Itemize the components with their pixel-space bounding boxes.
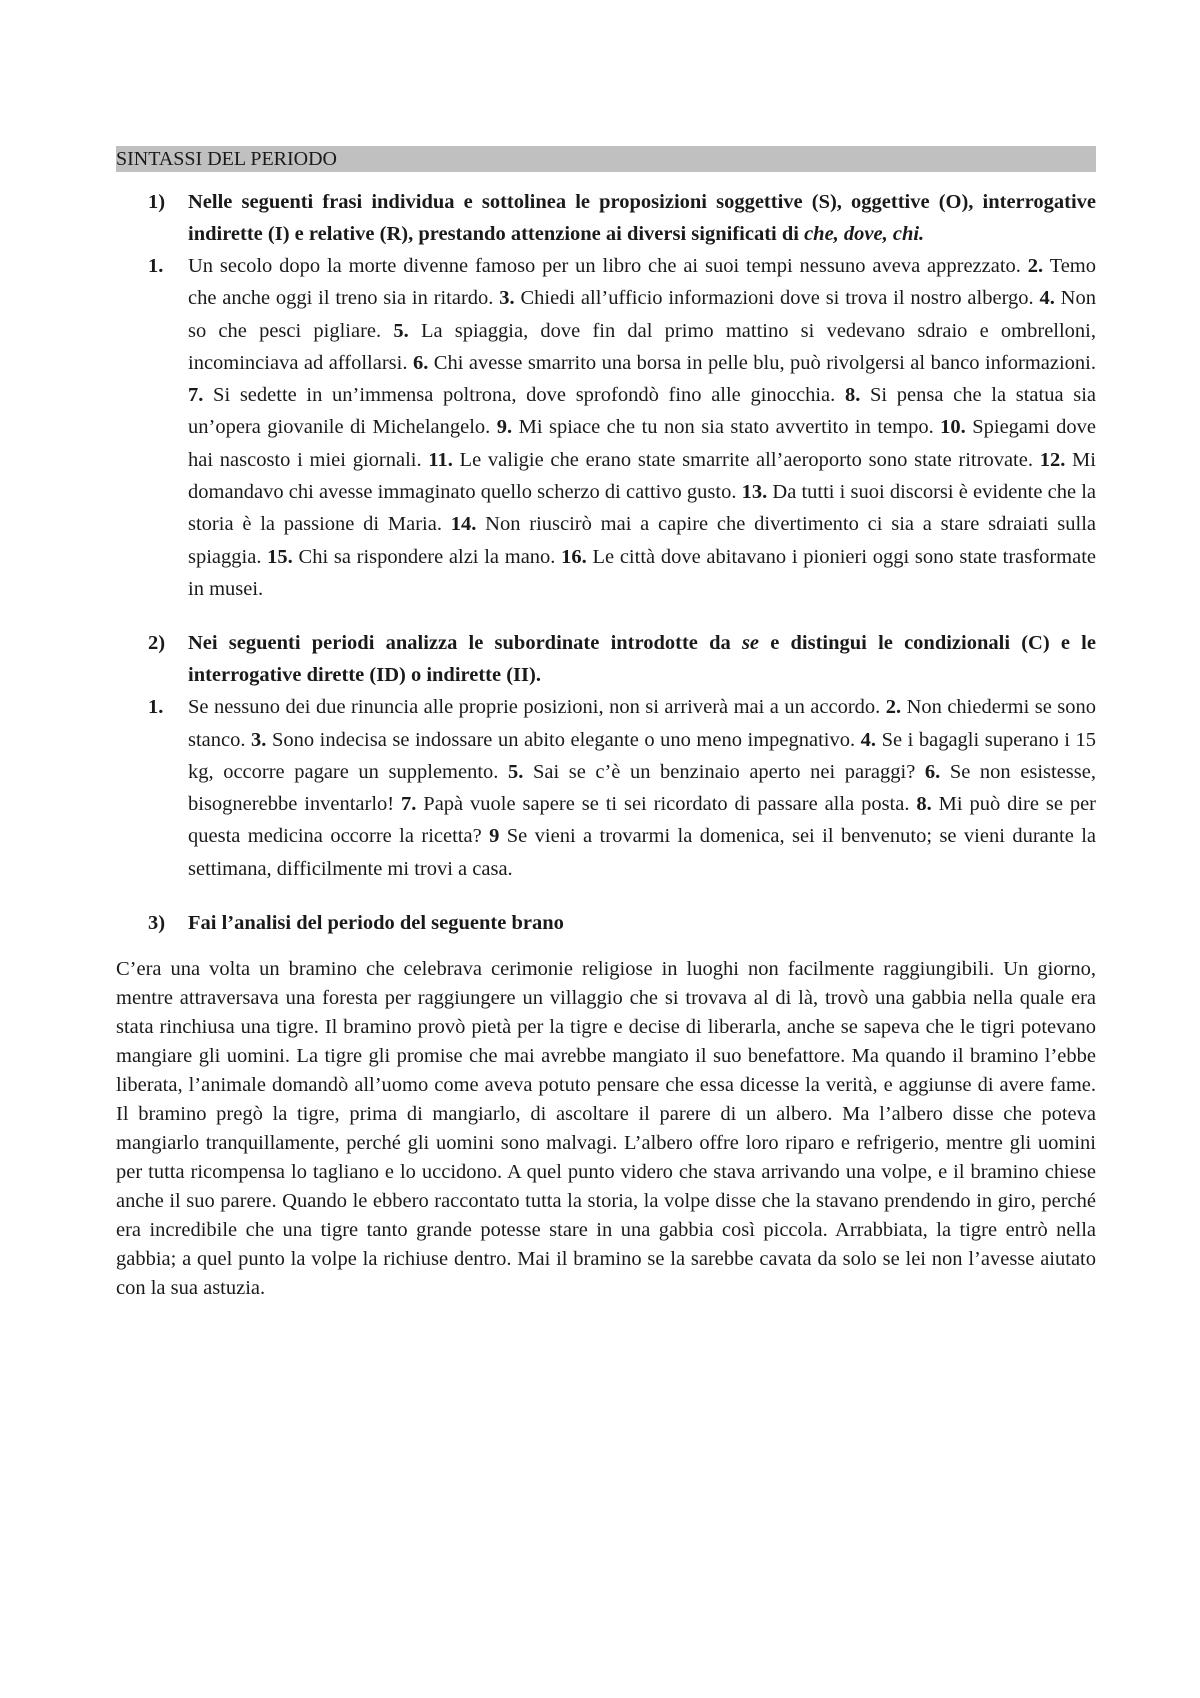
instruction-text: Nelle seguenti frasi individua e sottolinea le proposizioni soggettive (S), oggettive (O), interrogative indirette (I) e relative (R), prestando attenzione ai diversi significati di (188, 191, 1096, 245)
sentence-number: 11. (428, 448, 453, 471)
sentence-text: Mi domandavo chi avesse immaginato quello scherzo di cattivo gusto. (188, 448, 1096, 504)
sentence-number: 9. (496, 416, 513, 439)
sentence-number: 2. (1027, 255, 1044, 277)
sentence-text: Da tutti i suoi discorsi è evidente che la storia è la passione di Maria. (188, 481, 1096, 536)
sentence-text: Chi sa rispondere alzi la mano. (292, 545, 562, 568)
instruction-emphasis: che, dove, chi. (804, 223, 925, 245)
sentence-number: 6. (924, 760, 941, 783)
sentence-number: 12. (1039, 448, 1066, 471)
sentence-text: Un secolo dopo la morte divenne famoso per un libro che ai suoi tempi nessuno aveva apprezzato. (188, 255, 1028, 277)
sentence-text: Si sedette in un’immensa poltrona, dove sprofondò fino alle ginocchia. (203, 384, 845, 407)
exercise-1 (116, 186, 1096, 605)
sentence-list (188, 250, 1096, 605)
passage-text: C’era una volta un bramino che celebrava cerimonie religiose in luoghi non facilmente raggiungibili. Un giorno, mentre attraversava una foresta per raggiungere un villaggio che si trovava al di là, trovò una gabbia nella quale era stata rinchiusa una tigre. Il bramino provò pietà per la tigre e decise di liberarla, anche se sapeva che le tigri potevano mangiare gli uomini. La tigre gli promise che mai avrebbe mangiato il suo benefattore. Ma quando il bramino l’ebbe liberata, l’animale domandò all’uomo come aveva potuto pensare che essa dicesse la verità, e aggiunse di avere fame. Il bramino pregò la tigre, prima di mangiarlo, di ascoltare il parere di un albero. Ma l’albero disse che poteva mangiarlo tranquillamente, perché gli uomini sono malvagi. L’albero offre loro riparo e refrigerio, mentre gli uomini per tutta ricompensa lo tagliano e lo uccidono. A quel punto videro che stava arrivando una volpe, e il bramino chiese anche il suo parere. Quando le ebbero raccontato tutta la storia, la volpe disse che la stavano prendendo in giro, perché era incredibile che una tigre tanto grande potesse stare in una gabbia così piccola. Arrabbiata, la tigre entrò nella gabbia; a quel punto la volpe la richiuse dentro. Mai il bramino se la sarebbe cavata da solo se lei non l’avesse aiutato con la sua astuzia. (116, 958, 1096, 1300)
sentence-text: Chiedi all’ufficio informazioni dove si trova il nostro albergo. (514, 287, 1040, 310)
exercise-3 (116, 907, 1096, 1303)
instruction-text: Nei seguenti periodi analizza le subordinate introdotte da (188, 632, 742, 655)
section-title: SINTASSI DEL PERIODO (116, 146, 1096, 172)
body-number: 1. (148, 255, 164, 277)
sentence-number: 8. (916, 793, 932, 816)
sentence-text: Le città dove abitavano i pionieri oggi sono state trasformate in musei. (188, 545, 1096, 600)
sentence-text: Non chiedermi se sono stanco. (188, 696, 1096, 751)
sentence-text: Le valigie che erano state smarrite all’aeroporto sono state ritrovate. (452, 448, 1040, 471)
sentence-text: Se i bagagli superano i 15 kg, occorre pagare un supplemento. (188, 728, 1097, 783)
sentence-number: 9 (489, 825, 500, 848)
sentence-number: 7. (188, 384, 204, 407)
exercise-1-instruction (116, 186, 1096, 250)
sentence-number: 6. (412, 351, 429, 374)
sentence-number: 3. (499, 287, 515, 310)
body-number: 1. (148, 696, 164, 719)
exercise-2-instruction (116, 627, 1096, 691)
sentence-number: 3. (251, 728, 267, 751)
sentence-text: Temo che anche oggi il treno sia in ritardo. (188, 255, 1096, 310)
sentence-text: Sono indecisa se indossare un abito elegante o uno meno impegnativo. (266, 728, 861, 751)
exercise-2 (116, 627, 1096, 885)
sentence-list (188, 691, 1096, 885)
sentence-number: 4. (1039, 287, 1055, 310)
instruction-text-post: e distingui le condizionali (C) e le interrogative dirette (ID) o indirette (II). (188, 632, 1096, 687)
sentence-number: 15. (267, 545, 293, 568)
exercise-2-sentences (116, 691, 1096, 885)
sentence-number: 16. (561, 545, 587, 568)
sentence-number: 5. (507, 760, 524, 783)
sentence-text: Non riuscirò mai a capire che divertimento ci sia a stare sdraiati sulla spiaggia. (188, 513, 1096, 568)
sentence-text: Spiegami dove hai nascosto i miei giornali. (188, 416, 1096, 471)
sentence-text: Mi può dire se per questa medicina occorre la ricetta? (188, 793, 1097, 848)
sentence-number: 7. (401, 793, 417, 816)
exercise-number: 1) (148, 191, 166, 213)
sentence-text: Non so che pesci pigliare. (188, 287, 1096, 342)
sentence-text: Chi avesse smarrito una borsa in pelle blu, può rivolgersi al banco informazioni. (428, 351, 1096, 374)
sentence-number: 10. (940, 416, 966, 439)
instruction-emphasis: se (741, 632, 760, 655)
exercise-number: 2) (148, 632, 166, 655)
sentence-text: Papà vuole sapere se ti sei ricordato di passare alla posta. (416, 793, 917, 816)
document-page (116, 146, 1096, 1325)
exercise-1-sentences (116, 250, 1096, 605)
sentence-text: Se non esistesse, bisognerebbe inventarlo! (188, 760, 1096, 816)
sentence-text: Se nessuno dei due rinuncia alle proprie posizioni, non si arriverà mai a un accordo. (188, 696, 886, 719)
sentence-text: Si pensa che la statua sia un’opera giovanile di Michelangelo. (188, 384, 1096, 439)
sentence-number: 4. (860, 728, 877, 751)
sentence-number: 2. (885, 696, 902, 719)
sentence-number: 13. (741, 481, 768, 504)
sentence-number: 14. (450, 513, 477, 536)
sentence-text: Mi spiace che tu non sia stato avvertito in tempo. (512, 416, 941, 439)
sentence-number: 5. (393, 319, 409, 342)
sentence-number: 8. (844, 384, 861, 407)
sentence-text: La spiaggia, dove fin dal primo mattino si vedevano sdraio e ombrelloni, incominciava ad affollarsi. (188, 319, 1096, 374)
sentence-text: Se vieni a trovarmi la domenica, sei il benvenuto; se vieni durante la settimana, difficilmente mi trovi a casa. (188, 825, 1096, 880)
sentence-text: Sai se c’è un benzinaio aperto nei paraggi? (523, 760, 925, 783)
instruction-text: Fai l’analisi del periodo del seguente brano (188, 912, 564, 935)
exercise-number: 3) (148, 912, 166, 935)
exercise-3-instruction (116, 907, 1096, 939)
